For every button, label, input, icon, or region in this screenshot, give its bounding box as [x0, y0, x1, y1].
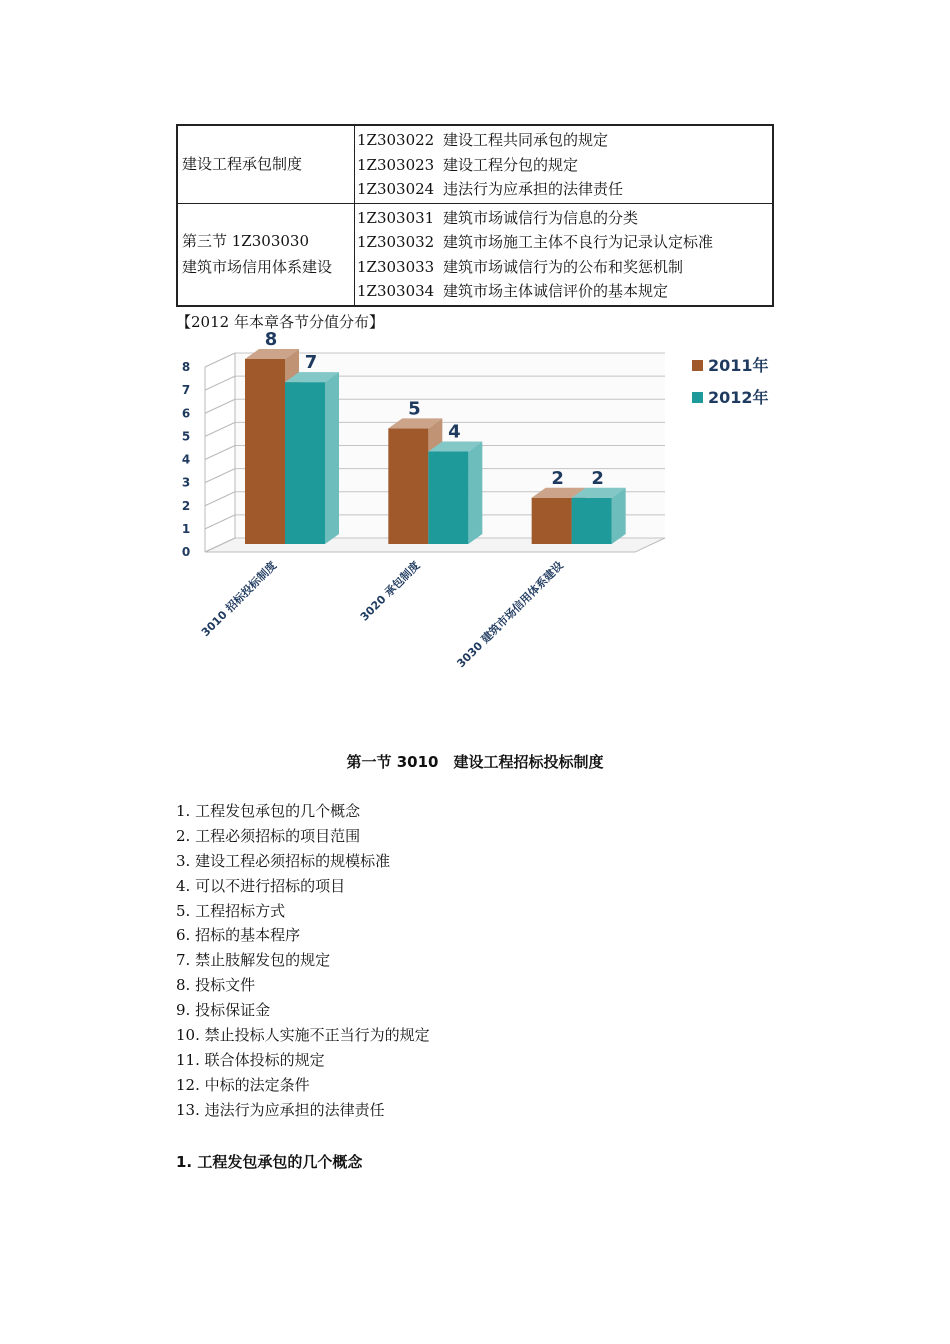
list-item: 12. 中标的法定条件	[176, 1075, 310, 1094]
sub-heading: 1. 工程发包承包的几个概念	[176, 1153, 363, 1171]
data-label: 5	[408, 398, 421, 420]
bar	[388, 428, 428, 544]
bar-side	[468, 442, 482, 545]
side-grid-line	[205, 515, 235, 529]
x-tick-label: 3010 招标投标制度	[198, 558, 280, 640]
bar	[285, 382, 325, 544]
side-grid-line	[205, 492, 235, 506]
list-item: 4. 可以不进行招标的项目	[176, 876, 346, 895]
list-item: 10. 禁止投标人实施不正当行为的规定	[176, 1026, 430, 1045]
data-label: 2	[591, 467, 604, 489]
y-tick-label: 5	[181, 429, 191, 444]
bar	[572, 498, 612, 544]
list-item: 8. 投标文件	[176, 976, 256, 995]
syllabus-item	[357, 230, 772, 255]
section-name: 第三节 1Z303030	[182, 232, 309, 250]
item-title: 违法行为应承担的法律责任	[443, 180, 624, 198]
topic-list	[176, 799, 430, 1123]
syllabus-item	[357, 153, 772, 178]
y-tick-label: 6	[181, 406, 191, 421]
side-grid-line	[205, 422, 235, 436]
list-item: 6. 招标的基本程序	[176, 926, 301, 945]
item-code: 1Z303022	[357, 131, 435, 149]
item-title: 建筑市场施工主体不良行为记录认定标准	[443, 233, 714, 251]
legend-label: 2011年	[708, 356, 769, 375]
list-item: 2. 工程必须招标的项目范围	[176, 826, 361, 845]
list-item: 5. 工程招标方式	[176, 901, 286, 920]
legend-swatch	[692, 392, 703, 403]
legend-swatch	[692, 360, 703, 371]
item-code: 1Z303024	[357, 180, 435, 198]
y-tick-label: 2	[181, 498, 191, 513]
syllabus-table	[176, 124, 774, 307]
item-title: 建设工程分包的规定	[443, 155, 579, 174]
syllabus-item	[357, 255, 772, 280]
side-grid-line	[205, 376, 235, 390]
score-distribution-chart	[160, 330, 780, 720]
y-tick-label: 0	[181, 545, 191, 559]
y-tick-label: 1	[181, 521, 191, 536]
item-code: 1Z303023	[357, 155, 435, 174]
data-label: 7	[304, 352, 318, 374]
syllabus-item	[357, 206, 772, 231]
list-item: 7. 禁止肢解发包的规定	[176, 951, 331, 970]
items-cell	[355, 125, 774, 203]
side-grid-line	[205, 469, 235, 483]
bar	[532, 498, 572, 544]
chart-caption: 【2012 年本章各节分值分布】	[176, 313, 384, 331]
list-item: 3. 建设工程必须招标的规模标准	[176, 851, 391, 870]
item-title: 建筑市场诚信行为的公布和奖惩机制	[443, 257, 684, 276]
x-tick-label: 3020 承包制度	[357, 558, 423, 624]
y-tick-label: 3	[181, 475, 191, 490]
bar	[428, 452, 468, 545]
list-item: 9. 投标保证金	[176, 1001, 271, 1020]
items-cell	[355, 203, 774, 306]
section-name: 建设工程承包制度	[182, 155, 303, 174]
syllabus-row	[177, 203, 773, 306]
legend-label: 2012年	[708, 388, 769, 407]
data-label: 4	[448, 421, 461, 443]
section-name: 建筑市场信用体系建设	[182, 258, 333, 276]
section-cell	[177, 125, 355, 203]
section-cell	[177, 203, 355, 306]
bar	[245, 359, 285, 544]
list-item: 1. 工程发包承包的几个概念	[176, 802, 361, 820]
syllabus-row	[177, 125, 773, 203]
side-grid-line	[205, 399, 235, 413]
item-code: 1Z303032	[357, 233, 435, 251]
y-tick-label: 8	[181, 360, 191, 374]
data-label: 8	[264, 330, 278, 350]
list-item: 11. 联合体投标的规定	[176, 1050, 325, 1069]
syllabus-item	[357, 279, 772, 304]
bar-side	[325, 372, 339, 544]
item-title: 建设工程共同承包的规定	[443, 131, 609, 149]
item-title: 建筑市场诚信行为信息的分类	[443, 208, 639, 227]
data-label: 2	[551, 467, 564, 489]
list-item: 13. 违法行为应承担的法律责任	[176, 1100, 385, 1119]
item-code: 1Z303033	[357, 257, 435, 276]
side-grid-line	[205, 446, 235, 460]
item-code: 1Z303034	[357, 282, 435, 300]
x-tick-label: 3030 建筑市场信用体系建设	[454, 558, 566, 671]
side-grid-line	[205, 353, 235, 367]
section-title: 第一节 3010 建设工程招标投标制度	[346, 753, 604, 771]
item-code: 1Z303031	[357, 208, 435, 227]
y-tick-label: 7	[181, 383, 191, 398]
syllabus-item	[357, 128, 772, 153]
y-tick-label: 4	[181, 452, 191, 467]
item-title: 建筑市场主体诚信评价的基本规定	[443, 282, 669, 300]
syllabus-item	[357, 177, 772, 202]
